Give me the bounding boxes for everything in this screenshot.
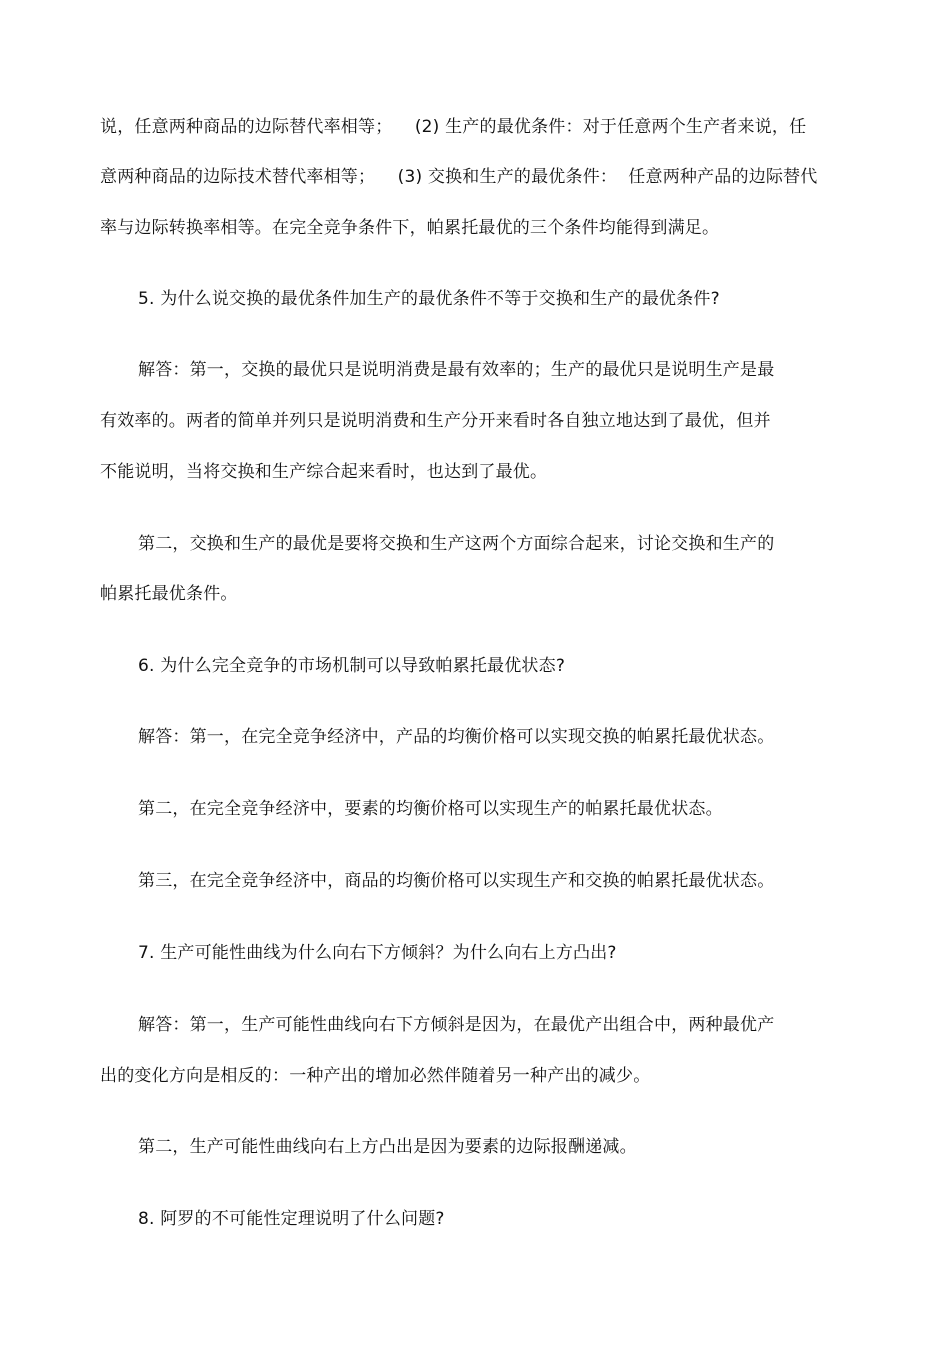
text-line-17: 第二，生产可能性曲线向右上方凸出是因为要素的边际报酬递减。 (138, 1137, 637, 1157)
text-line-8: 第二，交换和生产的最优是要将交换和生产这两个方面综合起来，讨论交换和生产的 (138, 534, 775, 554)
text-line-16: 出的变化方向是相反的：一种产出的增加必然伴随着另一种产出的减少。 (100, 1066, 651, 1086)
question-5: 5. 为什么说交换的最优条件加生产的最优条件不等于交换和生产的最优条件? (138, 289, 720, 309)
text-line-15: 解答：第一，生产可能性曲线向右下方倾斜是因为，在最优产出组合中，两种最优产 (138, 1015, 775, 1035)
text-line-3: 率与边际转换率相等。在完全竞争条件下，帕累托最优的三个条件均能得到满足。 (100, 218, 720, 238)
text-line-9: 帕累托最优条件。 (100, 584, 238, 604)
text-line-7: 不能说明，当将交换和生产综合起来看时，也达到了最优。 (100, 462, 548, 482)
text-line-12: 第二，在完全竞争经济中，要素的均衡价格可以实现生产的帕累托最优状态。 (138, 799, 723, 819)
text-line-6: 有效率的。两者的简单并列只是说明消费和生产分开来看时各自独立地达到了最优，但并 (100, 411, 771, 431)
text-line-5: 解答：第一，交换的最优只是说明消费是最有效率的；生产的最优只是说明生产是最 (138, 360, 775, 380)
question-8: 8. 阿罗的不可能性定理说明了什么问题? (138, 1209, 445, 1229)
text-line-11: 解答：第一，在完全竞争经济中，产品的均衡价格可以实现交换的帕累托最优状态。 (138, 727, 775, 747)
text-line-13: 第三，在完全竞争经济中，商品的均衡价格可以实现生产和交换的帕累托最优状态。 (138, 871, 775, 891)
text-line-2: 意两种商品的边际技术替代率相等； (3) 交换和生产的最优条件： 任意两种产品的边际替代 (100, 167, 818, 187)
question-7: 7. 生产可能性曲线为什么向右下方倾斜？为什么向右上方凸出? (138, 943, 617, 963)
question-6: 6. 为什么完全竞争的市场机制可以导致帕累托最优状态? (138, 656, 566, 676)
text-line-1: 说，任意两种商品的边际替代率相等； (2) 生产的最优条件：对于任意两个生产者来说，任 (100, 117, 807, 137)
